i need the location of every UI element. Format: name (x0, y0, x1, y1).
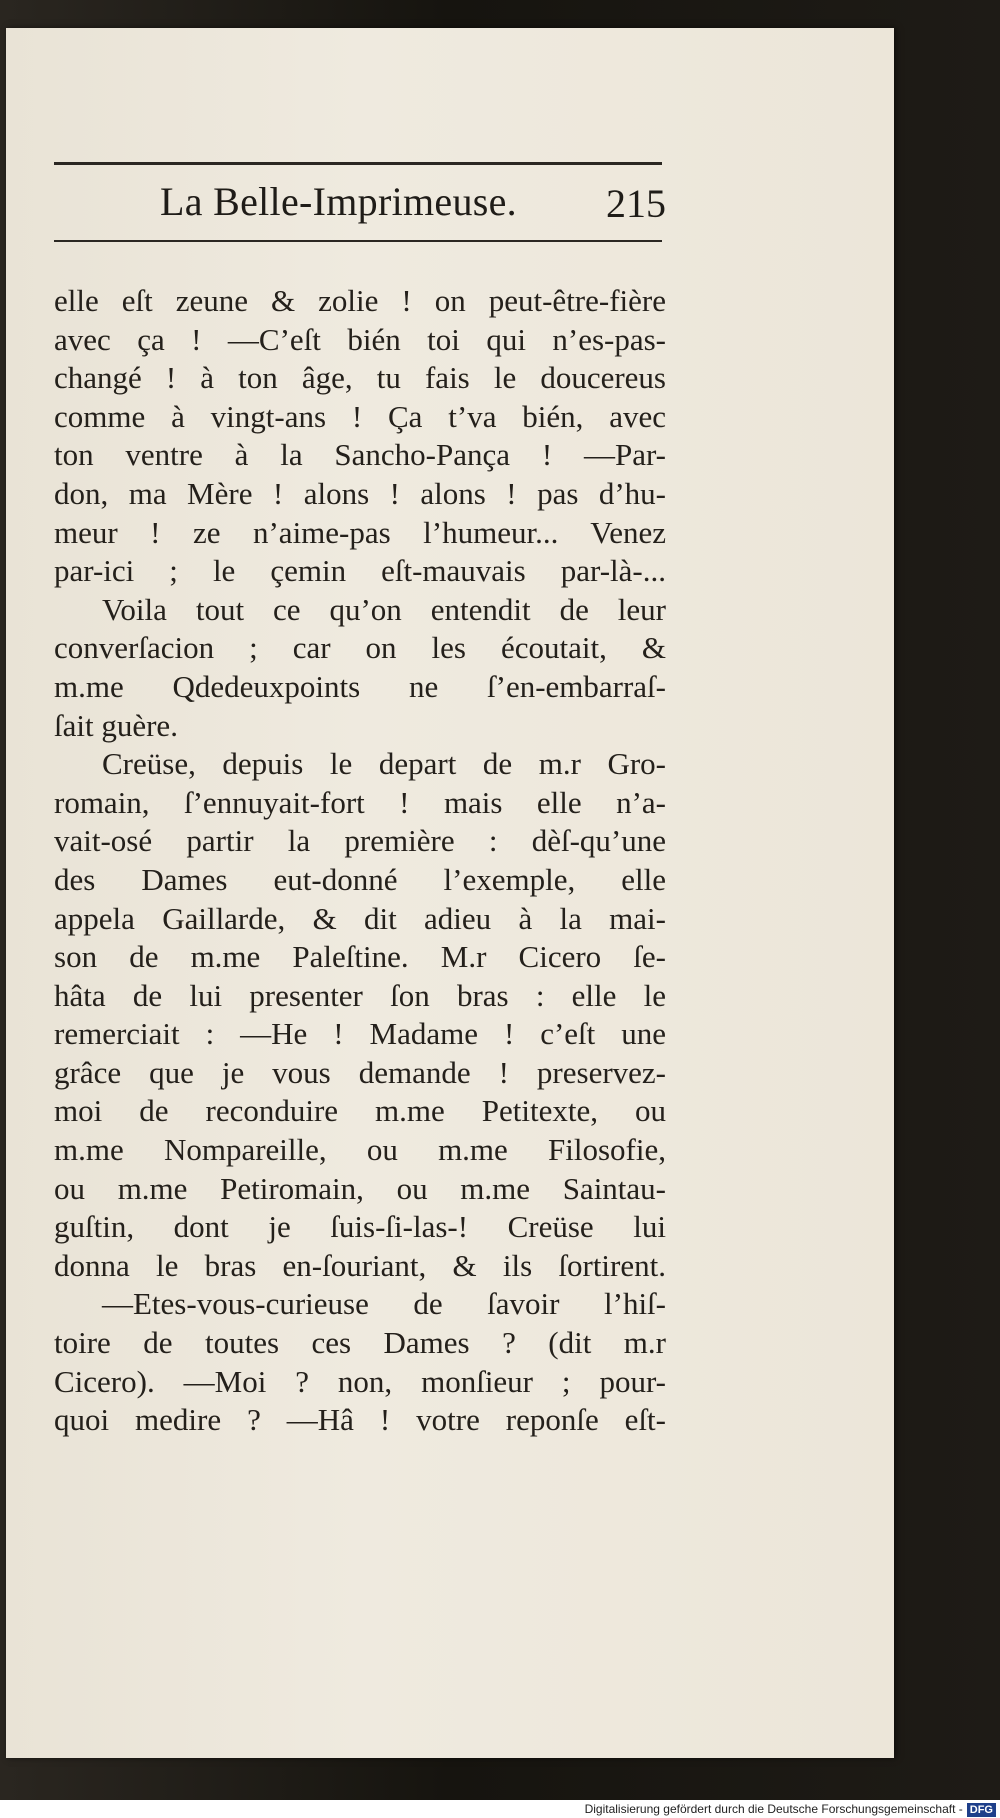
text-line: don, ma Mère ! alons ! alons ! pas d’hu- (54, 475, 666, 511)
dfg-logo: DFG (967, 1803, 996, 1817)
header-rule-bottom (54, 240, 662, 242)
text-line: avec ça ! —C’eſt bién toi qui n’es-pas- (54, 321, 666, 357)
text-line: ou m.me Petiromain, ou m.me Saintau- (54, 1170, 666, 1206)
text-line: m.me Qdedeuxpoints ne ſ’en-embarraſ- (54, 668, 666, 704)
text-line: quoi medire ? —Hâ ! votre reponſe eſt- (54, 1402, 666, 1438)
footer-credit: Digitalisierung gefördert durch die Deutsche Forschungsgemeinschaft - (584, 1802, 963, 1816)
text-line: m.me Nompareille, ou m.me Filosofie, (54, 1132, 666, 1168)
text-line: elle eſt zeune & zolie ! on peut-être-fière (54, 283, 666, 318)
text-line: Creüse, depuis le depart de m.r Gro- (102, 746, 666, 782)
text-line: Cicero). —Moi ? non, monſieur ; pour- (54, 1363, 666, 1399)
text-line: moi de reconduire m.me Petitexte, ou (54, 1093, 666, 1129)
text-line: donna le bras en-ſouriant, & ils ſortirent. (54, 1247, 666, 1283)
text-line: romain, ſ’ennuyait-fort ! mais elle n’a- (54, 784, 666, 820)
text-line: ton ventre à la Sancho-Pança ! —Par- (54, 437, 666, 473)
text-line: hâta de lui presenter ſon bras : elle le (54, 977, 666, 1013)
body-text (54, 282, 666, 1440)
text-line: guſtin, dont je ſuis-ſi-las-! Creüse lui (54, 1209, 666, 1245)
text-line: comme à vingt-ans ! Ça t’va bién, avec (54, 398, 666, 434)
text-line: Voila tout ce qu’on entendit de leur (102, 591, 666, 627)
text-line: vait-osé partir la première : dèſ-qu’une (54, 823, 666, 859)
digitization-footer (0, 1800, 1000, 1818)
text-line: son de m.me Paleſtine. M.r Cicero ſe- (54, 939, 666, 975)
running-title: La Belle-Imprimeuse. (160, 179, 517, 224)
text-line: par-ici ; le çemin eſt-mauvais par-là-... (54, 553, 666, 589)
text-line: meur ! ze n’aime-pas l’humeur... Venez (54, 514, 666, 550)
text-line: des Dames eut-donné l’exemple, elle (54, 861, 666, 897)
text-line: appela Gaillarde, & dit adieu à la mai- (54, 900, 666, 936)
text-line: changé ! à ton âge, tu fais le doucereus (54, 360, 666, 396)
text-line: remerciait : —He ! Madame ! c’eſt une (54, 1016, 666, 1052)
header-rule-top (54, 162, 662, 165)
text-line: toire de toutes ces Dames ? (dit m.r (54, 1325, 666, 1361)
text-line: grâce que je vous demande ! preservez- (54, 1054, 666, 1090)
text-line: ſait guère. (54, 707, 178, 743)
text-line: converſacion ; car on les écoutait, & (54, 630, 666, 666)
text-line: —Etes-vous-curieuse de ſavoir l’hiſ- (102, 1286, 666, 1322)
page-number: 215 (606, 181, 666, 226)
